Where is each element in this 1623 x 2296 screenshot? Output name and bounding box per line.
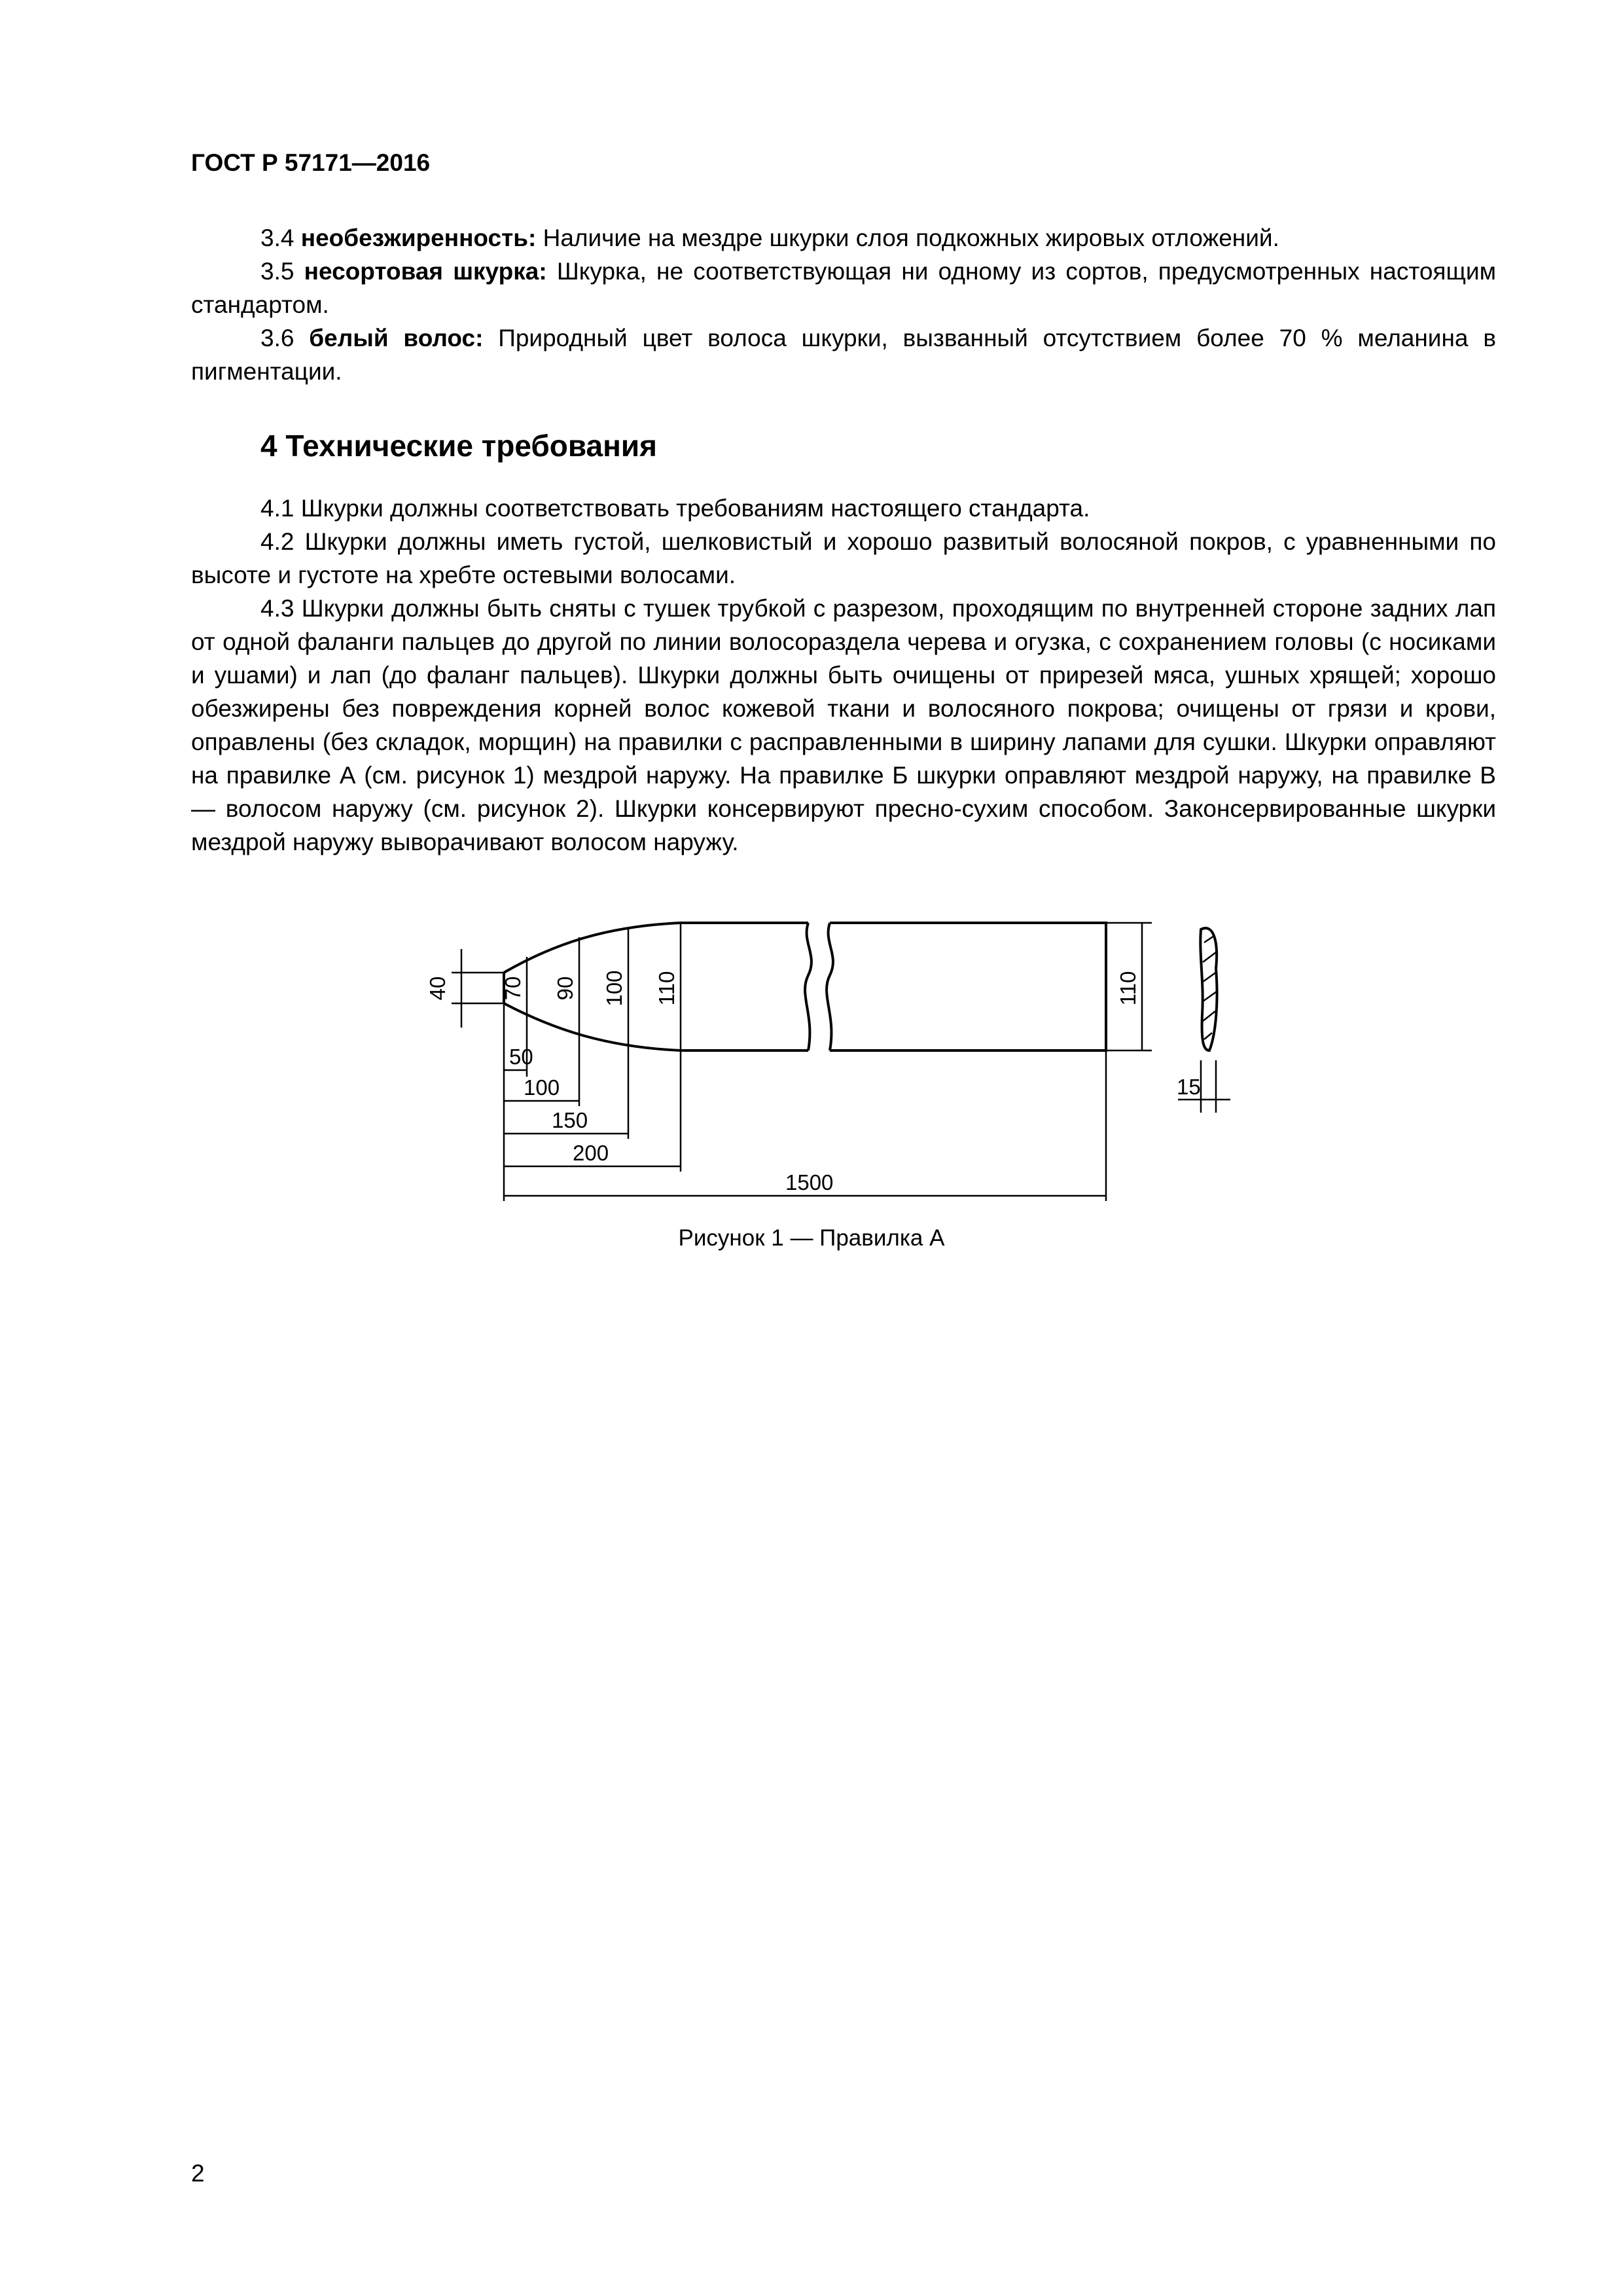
document-body [191,221,1496,859]
dim-label-90: 90 [553,976,577,1001]
pravilka-outline [504,923,1106,1050]
page-number: 2 [191,2160,205,2187]
term-number: 3.5 [260,258,294,285]
document-header: ГОСТ Р 57171—2016 [191,149,431,176]
dim-label-15: 15 [1177,1075,1201,1099]
paragraph-4-3: 4.3 Шкурки должны быть сняты с тушек трубкой с разрезом, проходящим по внутренней стороне задних лап от одной фаланги пальцев до другой по линии волосораздела черева и огузка, с сохранением головы (с носиками и ушами) и лап (до фаланг пальцев). Шкурки должны быть очищены от прирезей мяса, ушных хрящей; хорошо обезжирены без повреждения корней волос кожевой ткани и волосяного покрова; очищены от грязи и крови, оправлены (без складок, морщин) на правилки с расправленными в ширину лапами для сушки. Шкурки оправляют на правилке А (см. рисунок 1) мездрой наружу. На правилке Б шкурки оправляют мездрой наружу, на правилке В — волосом наружу (см. рисунок 2). Шкурки консервируют пресно-сухим способом. Законсервированные шкурки мездрой наружу выворачивают волосом наружу. [191,595,1496,855]
term-definition: Наличие на мездре шкурки слоя подкожных жировых отложений. [536,224,1279,251]
pravilka-drawing [412,903,1276,1244]
figure-pravilka-a [412,903,1276,1244]
paragraph-4-2: 4.2 Шкурки должны иметь густой, шелковистый и хорошо развитый волосяной покров, с уравненными по высоте и густоте на хребте остевыми волосами. [191,528,1496,588]
term-definition: Природный цвет волоса шкурки, вызванный отсутствием более 70 % меланина в пигментации. [191,325,1496,385]
section-heading: 4 Технические требования [260,429,657,463]
term-3-4 [191,221,1496,255]
dim-label-70: 70 [501,976,525,1001]
dimension-lines [452,923,1230,1201]
term-number: 3.4 [260,224,294,251]
dim-label-150: 150 [552,1108,588,1132]
dim-label-100-vertical: 100 [602,970,626,1007]
dim-label-40: 40 [425,976,450,1001]
term-3-5 [191,255,1496,321]
term-name: необезжиренность: [300,224,537,251]
paragraph-4-1: 4.1 Шкурки должны соответствовать требованиям настоящего стандарта. [260,495,1090,522]
term-number: 3.6 [260,325,294,351]
term-3-6 [191,321,1496,388]
side-profile [1200,928,1217,1050]
term-name: белый волос: [309,325,484,351]
dim-label-100-horizontal: 100 [524,1075,560,1100]
figure-caption: Рисунок 1 — Правилка А [678,1225,945,1251]
dim-label-110-vertical: 110 [654,971,679,1006]
dim-label-110-right: 110 [1116,971,1140,1006]
dim-label-1500: 1500 [785,1170,834,1194]
term-name: несортовая шкурка: [304,258,547,285]
dim-label-200: 200 [573,1141,609,1165]
term-definition: Шкурка, не соответствующая ни одному из сортов, предусмотренных настоящим стандартом. [191,258,1497,318]
dim-label-50: 50 [509,1045,533,1069]
